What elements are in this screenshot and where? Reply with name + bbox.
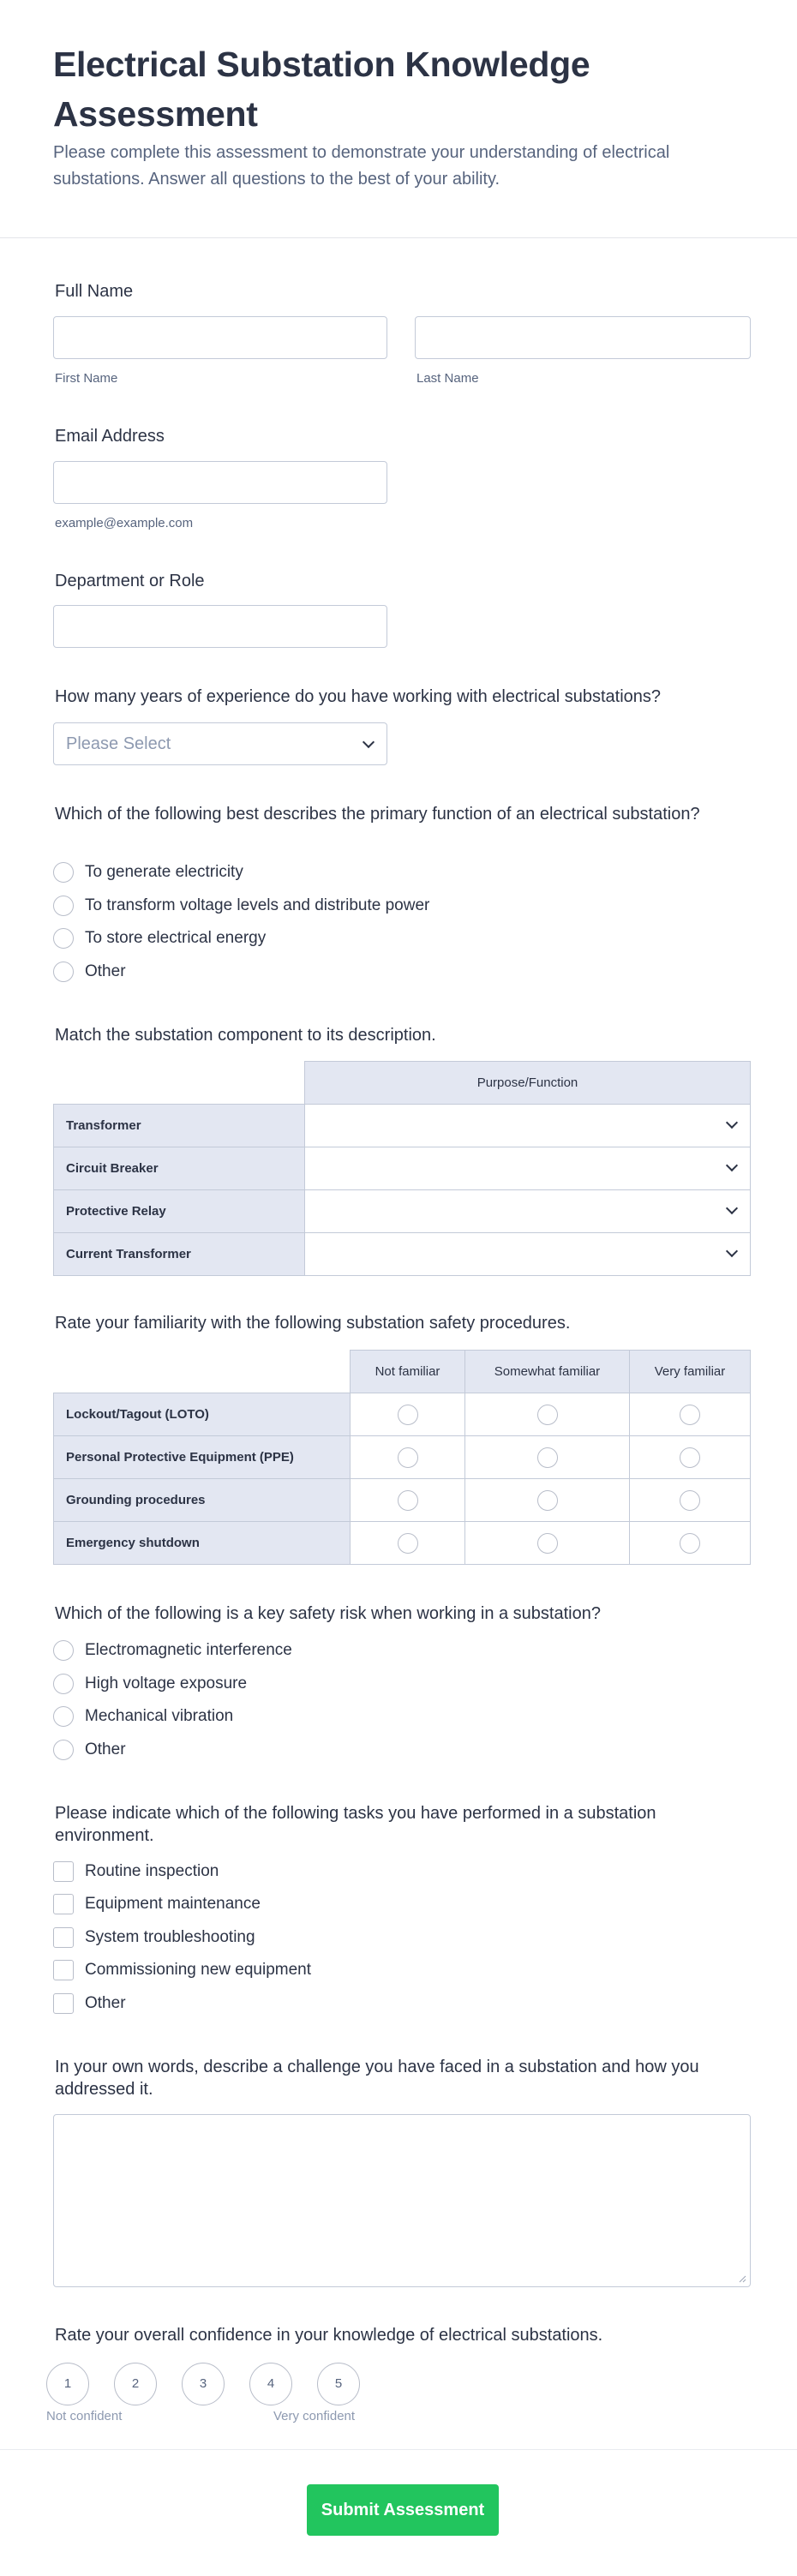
footer-divider [0,2449,797,2450]
option-label: Mechanical vibration [85,1707,234,1725]
grid-cell[interactable] [465,1393,630,1436]
radio-button[interactable] [680,1447,700,1468]
option-label: High voltage exposure [85,1674,248,1692]
scale-option-3[interactable]: 3 [182,2363,225,2405]
first-name-input[interactable] [53,316,387,359]
grid-cell[interactable] [351,1522,465,1565]
radio-button[interactable] [53,1674,74,1694]
experience-selected-value: Please Select [66,734,171,753]
option-label: Commissioning new equipment [85,1961,312,1979]
scale-option-1[interactable]: 1 [46,2363,89,2405]
chevron-down-icon [726,1202,738,1214]
scale-min-label: Not confident [46,2409,123,2423]
grid-row-header: Transformer [54,1105,305,1147]
grid-row-header: Protective Relay [54,1190,305,1233]
first-name-sublabel: First Name [55,371,118,386]
experience-select[interactable] [53,722,387,765]
grid-cell[interactable] [630,1393,751,1436]
grid-cell[interactable] [351,1436,465,1479]
radio-button[interactable] [398,1533,418,1554]
checkbox[interactable] [53,1861,74,1882]
radio-button[interactable] [537,1533,558,1554]
page-subtitle: Please complete this assessment to demonstrate your understanding of electrical substations. Answer all questions to the best of your ability. [53,143,670,189]
submit-button[interactable]: Submit Assessment [307,2484,499,2536]
option-label: Equipment maintenance [85,1895,261,1913]
grid-column-header: Very familiar [630,1351,751,1393]
familiarity-label: Rate your familiarity with the following substation safety procedures. [55,1314,571,1333]
scale-option-4[interactable]: 4 [249,2363,292,2405]
matching-label: Match the substation component to its description. [55,1026,436,1045]
chevron-down-icon [726,1159,738,1171]
grid-dropdown[interactable] [305,1105,751,1147]
grid-row-header: Circuit Breaker [54,1147,305,1190]
experience-label: How many years of experience do you have working with electrical substations? [55,687,662,706]
form-header [0,0,797,238]
grid-corner [54,1351,351,1393]
chevron-down-icon [726,1245,738,1257]
radio-button[interactable] [537,1490,558,1511]
scale-option-2[interactable]: 2 [114,2363,157,2405]
challenge-label: In your own words, describe a challenge you have faced in a substation and how you addressed it. [55,2058,699,2099]
grid-dropdown[interactable] [305,1147,751,1190]
full-name-label: Full Name [55,282,134,301]
matching-grid [53,1061,751,1276]
radio-button[interactable] [53,896,74,916]
scale-max-label: Very confident [273,2409,356,2423]
grid-corner [54,1062,305,1105]
grid-cell[interactable] [630,1522,751,1565]
safety-risk-label: Which of the following is a key safety risk when working in a substation? [55,1604,601,1623]
radio-button[interactable] [398,1490,418,1511]
email-input[interactable] [53,461,387,504]
grid-row-header: Current Transformer [54,1233,305,1276]
department-input[interactable] [53,605,387,648]
radio-button[interactable] [53,1706,74,1727]
department-label: Department or Role [55,572,205,590]
last-name-sublabel: Last Name [416,371,479,386]
resize-handle-icon[interactable] [738,2274,746,2283]
option-label: Other [85,1740,126,1758]
grid-cell[interactable] [465,1479,630,1522]
checkbox[interactable] [53,1993,74,2014]
radio-button[interactable] [398,1447,418,1468]
last-name-input[interactable] [415,316,751,359]
checkbox[interactable] [53,1927,74,1948]
option-label: Other [85,962,126,980]
radio-button[interactable] [53,1740,74,1760]
grid-cell[interactable] [630,1479,751,1522]
grid-row-header: Grounding procedures [54,1479,351,1522]
grid-cell[interactable] [630,1436,751,1479]
grid-cell[interactable] [351,1393,465,1436]
option-label: Routine inspection [85,1862,219,1880]
grid-dropdown[interactable] [305,1190,751,1233]
radio-button[interactable] [53,962,74,982]
grid-column-header: Somewhat familiar [465,1351,630,1393]
radio-button[interactable] [53,928,74,949]
grid-row-header: Lockout/Tagout (LOTO) [54,1393,351,1436]
chevron-down-icon [726,1117,738,1129]
checkbox[interactable] [53,1960,74,1980]
chevron-down-icon [363,736,375,748]
grid-dropdown[interactable] [305,1233,751,1276]
option-label: To transform voltage levels and distribute power [85,896,430,914]
grid-cell[interactable] [465,1522,630,1565]
grid-row-header: Personal Protective Equipment (PPE) [54,1436,351,1479]
option-label: Electromagnetic interference [85,1641,292,1659]
radio-button[interactable] [53,862,74,883]
primary-function-label: Which of the following best describes the primary function of an electrical substation? [55,805,700,824]
radio-button[interactable] [680,1490,700,1511]
tasks-label: Please indicate which of the following tasks you have performed in a substation environment. [55,1804,656,1845]
grid-cell[interactable] [465,1436,630,1479]
challenge-textarea[interactable] [53,2114,751,2287]
radio-button[interactable] [537,1405,558,1425]
page-title: Electrical Substation Knowledge Assessment [53,45,590,134]
grid-column-header: Purpose/Function [305,1062,751,1105]
grid-cell[interactable] [351,1479,465,1522]
scale-option-5[interactable]: 5 [317,2363,360,2405]
option-label: To generate electricity [85,863,243,881]
familiarity-grid [53,1350,751,1565]
grid-row-header: Emergency shutdown [54,1522,351,1565]
radio-button[interactable] [680,1405,700,1425]
email-label: Email Address [55,427,165,446]
grid-column-header: Not familiar [351,1351,465,1393]
email-sublabel: example@example.com [55,516,194,530]
radio-button[interactable] [680,1533,700,1554]
confidence-label: Rate your overall confidence in your knowledge of electrical substations. [55,2326,603,2345]
radio-button[interactable] [53,1640,74,1661]
option-label: To store electrical energy [85,929,267,947]
radio-button[interactable] [398,1405,418,1425]
radio-button[interactable] [537,1447,558,1468]
option-label: System troubleshooting [85,1928,255,1946]
option-label: Other [85,1994,126,2012]
checkbox[interactable] [53,1894,74,1914]
